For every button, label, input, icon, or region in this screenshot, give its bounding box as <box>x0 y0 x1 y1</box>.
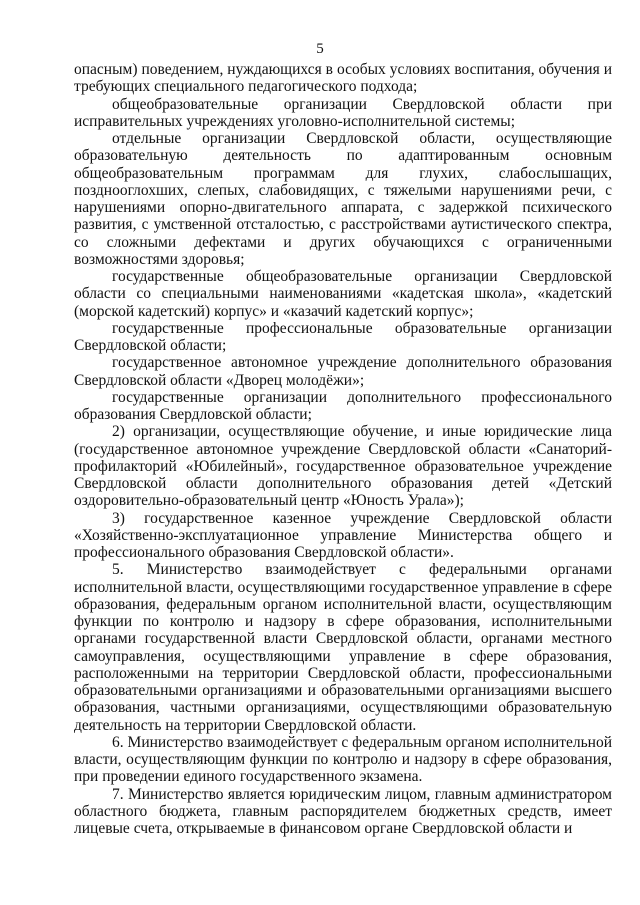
paragraph: государственные профессиональные образовательные организации Свердловской области; <box>74 319 612 354</box>
paragraph: опасным) поведением, нуждающихся в особых условиях воспитания, обучения и требующих специального педагогического подхода; <box>74 61 612 96</box>
paragraph: 7. Министерство является юридическим лицом, главным администратором областного бюджета, главным распорядителем бюджетных средств, имеет лицевые счета, открываемые в финансовом органе Свердловской области и <box>74 785 612 837</box>
document-body <box>74 61 612 837</box>
paragraph: общеобразовательные организации Свердловской области при исправительных учреждениях уголовно-исполнительной системы; <box>74 95 612 130</box>
page-number: 5 <box>316 41 324 57</box>
paragraph: государственные организации дополнительного профессионального образования Свердловской области; <box>74 388 612 423</box>
paragraph: 3) государственное казенное учреждение Свердловской области «Хозяйственно-эксплуатационное управление Министерства общего и профессионального образования Свердловской области». <box>74 509 612 561</box>
paragraph: 2) организации, осуществляющие обучение, и иные юридические лица (государственное автономное учреждение Свердловской области «Санаторий-профилакторий «Юбилейный», государственное образовательное учреждение Свердловской области дополнительного образования детей «Детский оздоровительно-образовательный центр «Юность Урала»); <box>74 423 612 510</box>
paragraph: 5. Министерство взаимодействует с федеральными органами исполнительной власти, осуществляющими государственное управление в сфере образования, федеральным органом исполнительной власти, осуществляющим функции по контролю и надзору в сфере образования, исполнительными органами государственной власти Свердловской области, органами местного самоуправления, осуществляющими управление в сфере образования, расположенными на территории Свердловской области, профессиональными образовательными организациями и образовательными организациями высшего образования, частными организациями, осуществляющими образовательную деятельность на территории Свердловской области. <box>74 561 612 734</box>
paragraph: 6. Министерство взаимодействует с федеральным органом исполнительной власти, осуществляющим функции по контролю и надзору в сфере образования, при проведении единого государственного экзамена. <box>74 733 612 786</box>
paragraph: отдельные организации Свердловской области, осуществляющие образовательную деятельность по адаптированным основным общеобразовательным программам для глухих, слабослышащих, позднооглохших, слепых, слабовидящих, с тяжелыми нарушениями речи, с нарушениями опорно-двигательного аппарата, с задержкой психического развития, с умственной отсталостью, с расстройствами аутистического спектра, со сложными дефектами и других обучающихся с ограниченными возможностями здоровья; <box>74 130 612 268</box>
paragraph: государственные общеобразовательные организации Свердловской области со специальными наименованиями «кадетская школа», «кадетский (морской кадетский) корпус» и «казачий кадетский корпус»; <box>74 268 612 320</box>
paragraph: государственное автономное учреждение дополнительного образования Свердловской области «Дворец молодёжи»; <box>74 354 612 389</box>
